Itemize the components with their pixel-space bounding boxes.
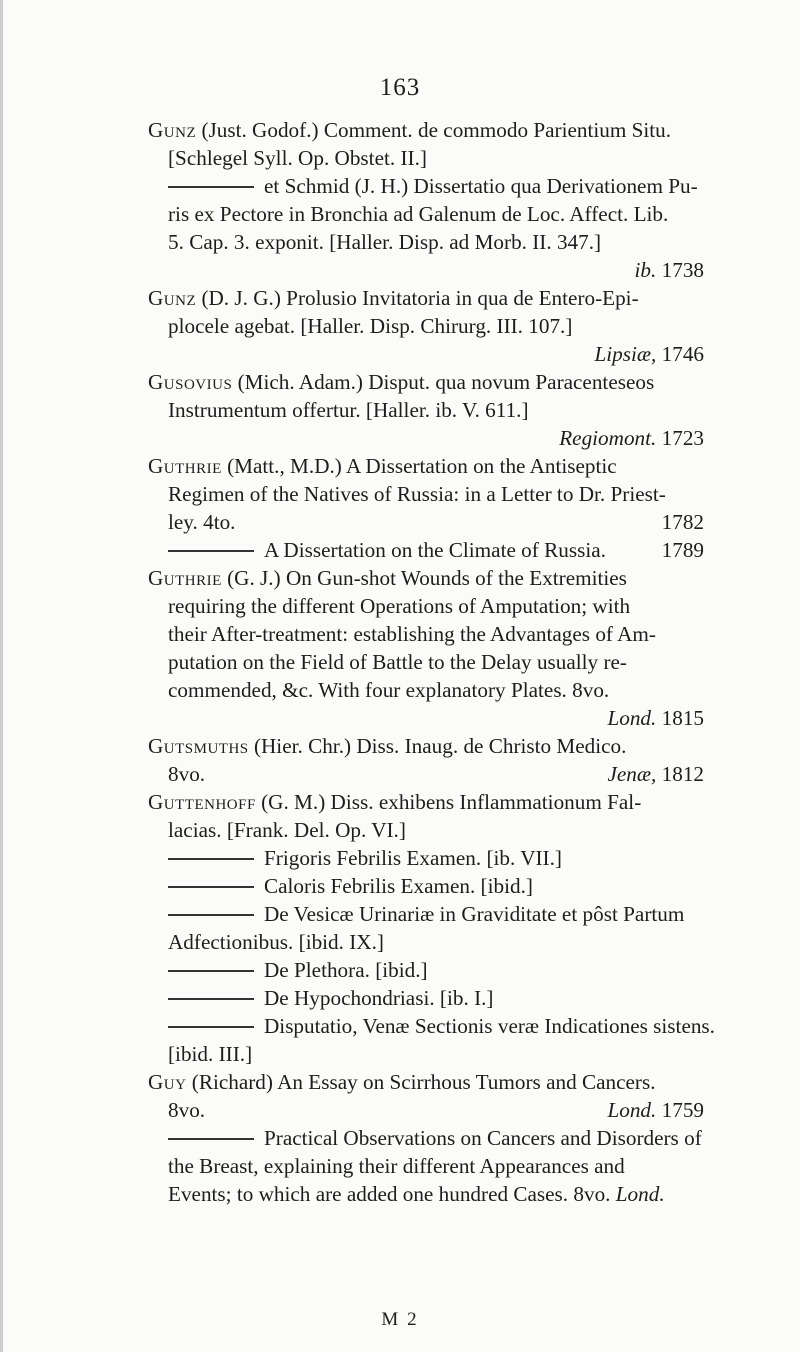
- author-name: Gunz: [148, 118, 197, 142]
- ditto-dash: [168, 186, 254, 188]
- author-name: Guttenhoff: [148, 790, 256, 814]
- bibliography-entries: [148, 116, 715, 1208]
- imprint-line: [148, 424, 704, 452]
- entry-line: Gunz (Just. Godof.) Comment. de commodo Parientium Situ.: [148, 118, 672, 142]
- entry-line: commended, &c. With four explanatory Plates. 8vo.: [168, 678, 610, 702]
- entry-line: Gusovius (Mich. Adam.) Disput. qua novum Paracenteseos: [148, 370, 655, 394]
- entry-line: Gutsmuths (Hier. Chr.) Diss. Inaug. de Christo Medico.: [148, 734, 627, 758]
- ditto-dash: [168, 1026, 254, 1028]
- author-name: Gunz: [148, 286, 197, 310]
- page-number: 163: [379, 74, 421, 101]
- entry-line: Guthrie (Matt., M.D.) A Dissertation on the Antiseptic: [148, 454, 617, 478]
- entry-line: Frigoris Febrilis Examen. [ib. VII.]: [148, 844, 704, 872]
- page-edge-line: [0, 0, 3, 1352]
- ditto-dash: [168, 1138, 254, 1140]
- imprint-year: 1815: [661, 706, 704, 730]
- imprint-year: 1759: [661, 1098, 704, 1122]
- imprint-line: [148, 340, 704, 368]
- imprint-year: 1723: [661, 426, 704, 450]
- author-name: Guy: [148, 1070, 187, 1094]
- imprint-place: Jenæ,: [607, 762, 657, 786]
- ditto-dash: [168, 998, 254, 1000]
- entry-line: Instrumentum offertur. [Haller. ib. V. 611.]: [168, 398, 529, 422]
- entry-line: 8vo. Jenæ, 1812: [168, 762, 704, 786]
- entry-line: Caloris Febrilis Examen. [ibid.]: [148, 872, 704, 900]
- entry-line: De Vesicæ Urinariæ in Graviditate et pôst Partum: [148, 900, 704, 928]
- author-name: Guthrie: [148, 454, 222, 478]
- entry-line: Guttenhoff (G. M.) Diss. exhibens Inflammationum Fal-: [148, 790, 642, 814]
- ditto-dash: [168, 550, 254, 552]
- imprint-line: [148, 256, 704, 284]
- entry-line: putation on the Field of Battle to the Delay usually re-: [168, 650, 627, 674]
- entry-line: A Dissertation on the Climate of Russia. 1789: [148, 536, 704, 564]
- imprint-place: Lond.: [607, 706, 657, 730]
- imprint-year: 1782: [661, 510, 704, 534]
- entry-line: plocele agebat. [Haller. Disp. Chirurg. III. 107.]: [168, 314, 573, 338]
- entry-line: Guy (Richard) An Essay on Scirrhous Tumors and Cancers.: [148, 1070, 656, 1094]
- entry-line: De Plethora. [ibid.]: [148, 956, 704, 984]
- entry-line: 8vo. Lond. 1759: [168, 1098, 704, 1122]
- entry-line: De Hypochondriasi. [ib. I.]: [148, 984, 704, 1012]
- imprint-line: [148, 704, 704, 732]
- author-name: Guthrie: [148, 566, 222, 590]
- imprint-place: Regiomont.: [559, 426, 657, 450]
- entry-line: Events; to which are added one hundred Cases. 8vo. Lond.: [168, 1182, 665, 1206]
- entry-line: Practical Observations on Cancers and Disorders of: [148, 1124, 704, 1152]
- entry-line: the Breast, explaining their different Appearances and: [168, 1154, 625, 1178]
- entry-line: requiring the different Operations of Amputation; with: [168, 594, 631, 618]
- imprint-year: 1738: [661, 258, 704, 282]
- ditto-dash: [168, 886, 254, 888]
- imprint-year: 1746: [661, 342, 704, 366]
- imprint-place: Lond.: [607, 1098, 657, 1122]
- imprint-year: 1812: [661, 762, 704, 786]
- entry-line: their After-treatment: establishing the Advantages of Am-: [168, 622, 656, 646]
- entry-line: Disputatio, Venæ Sectionis veræ Indicationes sistens.: [148, 1012, 704, 1040]
- entry-line: [ibid. III.]: [168, 1042, 253, 1066]
- imprint-place: Lipsiæ,: [594, 342, 657, 366]
- imprint-place: Lond.: [615, 1182, 665, 1206]
- entry-line: Guthrie (G. J.) On Gun-shot Wounds of the Extremities: [148, 566, 627, 590]
- ditto-dash: [168, 914, 254, 916]
- entry-line: Regimen of the Natives of Russia: in a Letter to Dr. Priest-: [168, 482, 666, 506]
- author-name: Gusovius: [148, 370, 233, 394]
- imprint-year: 1789: [661, 538, 704, 562]
- ditto-dash: [168, 858, 254, 860]
- entry-line: ley. 4to. 1782: [168, 510, 704, 534]
- entry-line: 5. Cap. 3. exponit. [Haller. Disp. ad Morb. II. 347.]: [168, 230, 602, 254]
- author-name: Gutsmuths: [148, 734, 249, 758]
- ditto-dash: [168, 970, 254, 972]
- signature-mark: M 2: [381, 1309, 419, 1330]
- entry-line: Gunz (D. J. G.) Prolusio Invitatoria in qua de Entero-Epi-: [148, 286, 639, 310]
- entry-line: et Schmid (J. H.) Dissertatio qua Derivationem Pu-: [148, 172, 704, 200]
- entry-line: Adfectionibus. [ibid. IX.]: [168, 930, 384, 954]
- entry-line: ris ex Pectore in Bronchia ad Galenum de Loc. Affect. Lib.: [168, 202, 669, 226]
- entry-line: [Schlegel Syll. Op. Obstet. II.]: [168, 146, 427, 170]
- entry-line: lacias. [Frank. Del. Op. VI.]: [168, 818, 406, 842]
- imprint-place: ib.: [634, 258, 657, 282]
